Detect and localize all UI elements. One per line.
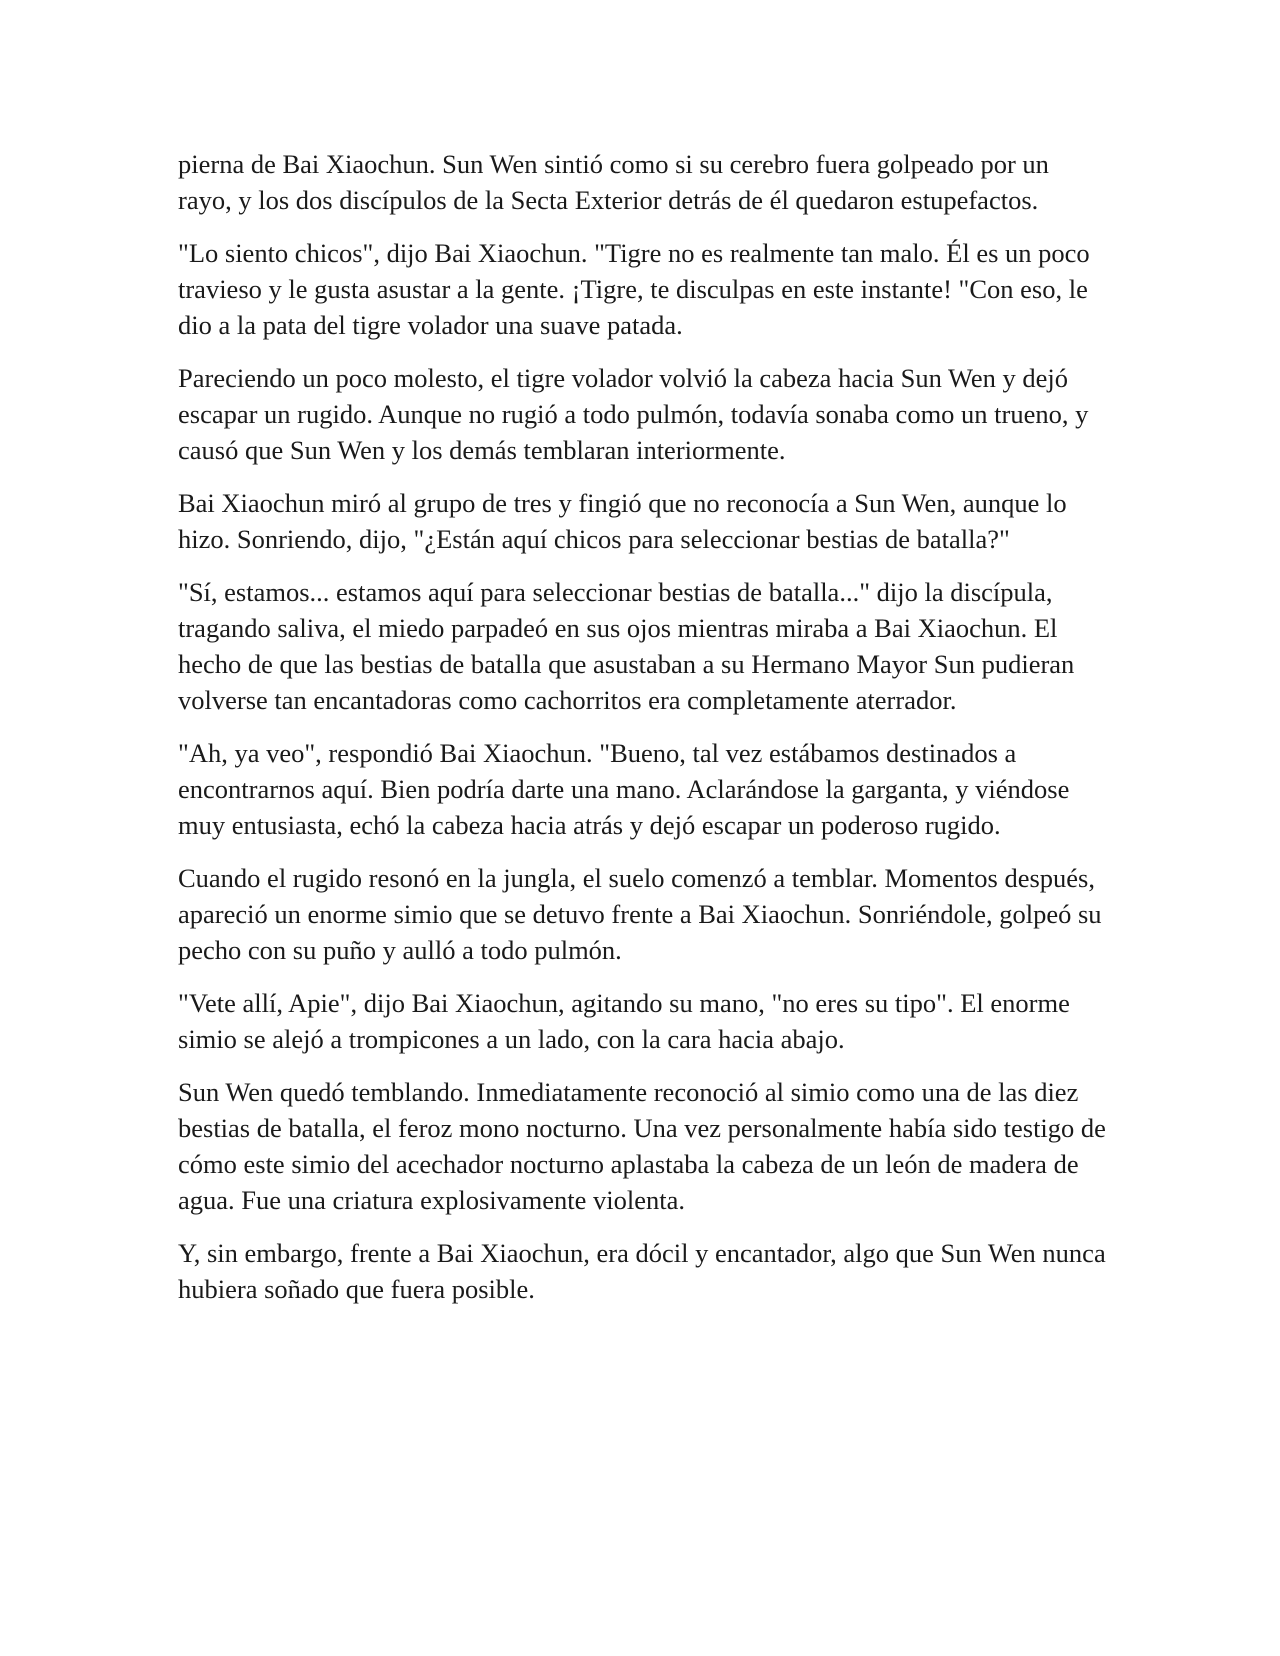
- paragraph: pierna de Bai Xiaochun. Sun Wen sintió como si su cerebro fuera golpeado por un rayo, y los dos discípulos de la Secta Exterior detrás de él quedaron estupefactos.: [178, 149, 1049, 215]
- paragraph: "Lo siento chicos", dijo Bai Xiaochun. "Tigre no es realmente tan malo. Él es un poco travieso y le gusta asustar a la gente. ¡Tigre, te disculpas en este instante! "Con eso, le dio a la pata del tigre volador una suave patada.: [178, 238, 1090, 340]
- paragraph: Cuando el rugido resonó en la jungla, el suelo comenzó a temblar. Momentos después, apareció un enorme simio que se detuvo frente a Bai Xiaochun. Sonriéndole, golpeó su pecho con su puño y aulló a todo pulmón.: [178, 863, 1102, 965]
- paragraph: "Ah, ya veo", respondió Bai Xiaochun. "Bueno, tal vez estábamos destinados a encontrarnos aquí. Bien podría darte una mano. Aclarándose la garganta, y viéndose muy entusiasta, echó la cabeza hacia atrás y dejó escapar un poderoso rugido.: [178, 738, 1070, 840]
- document-body: [178, 146, 1108, 1324]
- paragraph: Y, sin embargo, frente a Bai Xiaochun, era dócil y encantador, algo que Sun Wen nunca hubiera soñado que fuera posible.: [178, 1238, 1106, 1304]
- paragraph: Sun Wen quedó temblando. Inmediatamente reconoció al simio como una de las diez bestias de batalla, el feroz mono nocturno. Una vez personalmente había sido testigo de cómo este simio del acechador nocturno aplastaba la cabeza de un león de madera de agua. Fue una criatura explosivamente violenta.: [178, 1077, 1106, 1215]
- paragraph: "Sí, estamos... estamos aquí para seleccionar bestias de batalla..." dijo la discípula, tragando saliva, el miedo parpadeó en sus ojos mientras miraba a Bai Xiaochun. El hecho de que las bestias de batalla que asustaban a su Hermano Mayor Sun pudieran volverse tan encantadoras como cachorritos era completamente aterrador.: [178, 577, 1075, 715]
- paragraph: Pareciendo un poco molesto, el tigre volador volvió la cabeza hacia Sun Wen y dejó escapar un rugido. Aunque no rugió a todo pulmón, todavía sonaba como un trueno, y causó que Sun Wen y los demás temblaran interiormente.: [178, 363, 1089, 465]
- paragraph: Bai Xiaochun miró al grupo de tres y fingió que no reconocía a Sun Wen, aunque lo hizo. Sonriendo, dijo, "¿Están aquí chicos para seleccionar bestias de batalla?": [178, 488, 1067, 554]
- paragraph: "Vete allí, Apie", dijo Bai Xiaochun, agitando su mano, "no eres su tipo". El enorme simio se alejó a trompicones a un lado, con la cara hacia abajo.: [178, 988, 1070, 1054]
